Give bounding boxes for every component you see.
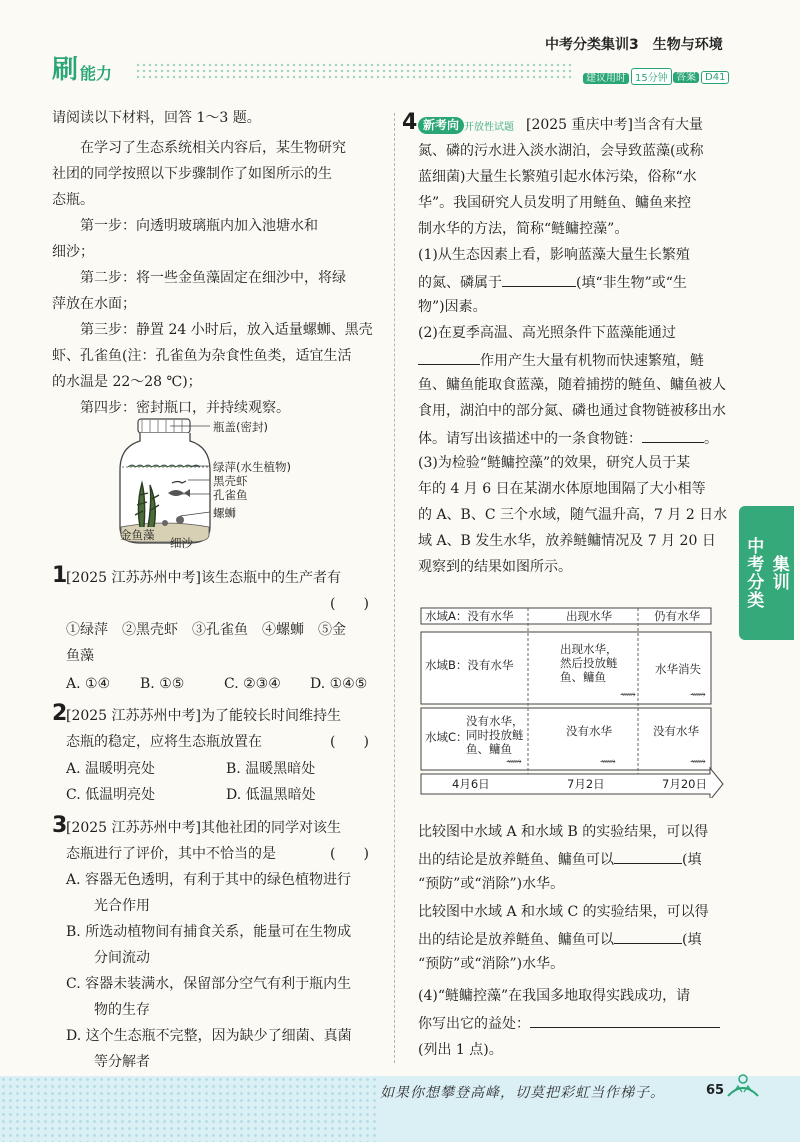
row-c-end: 没有水华 [653,724,699,738]
part-3: 观察到的结果如图所示。 [418,559,572,575]
question-number: 2 [52,701,68,726]
chapter-title: 中考分类集训3 生物与环境 [545,37,723,53]
date-label: 7月2日 [567,777,605,791]
question-number: 1 [52,563,68,588]
footer-decoration-icon [726,1070,760,1100]
answer-value: D41 [701,71,729,84]
answer-ref [673,68,729,84]
question-stem: 制水华的方法，简称“鲢鳙控藻”。 [418,221,629,237]
choice-b-cont: 分间流动 [66,950,150,966]
answer-paren: ( ) [330,846,369,862]
choice-c[interactable]: C. 容器未装满水，保留部分空气有利于瓶内生 [66,976,352,992]
row-b-mid: 出现水华， [560,642,618,656]
part-3 [418,928,701,950]
part-3: 域 A、B 发生水华，放养鲢鳙情况及 7 月 20 日 [418,533,716,549]
row-b-end: 水华消失 [655,662,701,676]
row-c-start: 水域C： [425,730,468,744]
part-4-text: 你写出它的益处： [418,1016,530,1032]
choice-c[interactable]: C. ②③④ [224,676,281,692]
intro-line: 在学习了生态系统相关内容后，某生物研究 [52,140,346,156]
part-1 [418,271,687,293]
part-3: “预防”或“消除”)水华。 [418,956,565,972]
new-trend-badge [418,115,516,134]
choice-b[interactable]: B. 所选动植物间有捕食关系，能量可在生物成 [66,924,352,940]
answer-label: 答案 [673,72,699,83]
question-stem: 华”。我国研究人员发明了用鲢鱼、鳙鱼来控 [418,195,692,211]
row-c-start: 鱼、鳙鱼 [466,742,512,756]
page-number: 65 [706,1083,725,1098]
answer-paren: ( ) [330,734,369,750]
answer-blank[interactable] [418,349,480,365]
label-sand: 细沙 [170,536,193,550]
intro-line: 社团的同学按照以下步骤制作了如图所示的生 [52,166,332,182]
question-stem: [2025 江苏苏州中考]为了能较长时间维持生 [66,708,342,724]
choice-d[interactable]: D. ①④⑤ [310,676,368,692]
part-3: 年的 4 月 6 日在某湖水体原地围隔了大小相等 [418,481,706,497]
part-3: 比较图中水域 A 和水域 C 的实验结果，可以得 [418,904,709,920]
intro-line: 态瓶。 [52,192,94,208]
question-stem: [2025 重庆中考]当含有大量 [526,117,704,133]
answer-blank[interactable] [502,271,576,287]
part-2 [418,349,704,371]
part-2-text: 。 [704,431,718,447]
row-c-start: 同时投放鲢 [466,728,524,742]
header-dot-band [135,62,575,82]
badge-sub: 开放性试题 [464,122,515,133]
label-snail: 螺蛳 [213,506,236,520]
figure-leader-lines [170,420,215,530]
intro-line: 第二步：将一些金鱼藻固定在细沙中，将绿 [52,270,346,286]
part-1: 物”)因素。 [418,299,487,315]
question-stem: 态瓶进行了评价，其中不恰当的是 [66,846,276,862]
row-b-start: 水域B：没有水华 [425,658,514,672]
options-line: ①绿萍 ②黑壳虾 ③孔雀鱼 ④螺蛳 ⑤金 [66,622,346,638]
footer-dot-pattern [0,1076,380,1142]
choice-d[interactable]: D. 低温黑暗处 [226,787,316,803]
part-4 [418,1012,720,1034]
footer-motto: 如果你想攀登高峰，切莫把彩虹当作梯子。 [380,1085,665,1101]
intro-line: 请阅读以下材料，回答 1～3 题。 [52,110,261,126]
part-4: (列出 1 点)。 [418,1042,503,1058]
fish-icon: ⟿ [690,688,706,701]
label-shrimp: 黑壳虾 [213,474,248,488]
answer-blank[interactable] [530,1012,720,1028]
row-b-mid: 然后投放鲢 [560,656,618,670]
experiment-diagram [420,606,725,798]
choice-a[interactable]: A. ①④ [66,676,111,692]
time-label: 建议用时 [583,73,629,84]
question-stem: [2025 江苏苏州中考]该生态瓶中的生产者有 [66,570,342,586]
column-divider [394,113,395,1063]
part-2-text: 作用产生大量有机物而快速繁殖，鲢 [480,353,704,369]
question-stem: 态瓶的稳定，应将生态瓶放置在 [66,734,262,750]
choice-b[interactable]: B. ①⑤ [140,676,185,692]
label-duckweed: 绿萍(水生植物) [213,460,291,474]
part-2: 鱼、鳙鱼能取食蓝藻，随着捕捞的鲢鱼、鳙鱼被人 [418,377,726,393]
fish-icon: ⟿ [620,688,636,701]
row-c-mid: 没有水华 [566,724,612,738]
part-3-text: 出的结论是放养鲢鱼、鳙鱼可以 [418,932,614,948]
fish-icon: ⟿ [506,755,522,768]
part-2-text: 体。请写出该描述中的一条食物链： [418,431,642,447]
label-cap: 瓶盖(密封) [213,420,268,434]
row-a-start: 水域A：没有水华 [425,609,514,623]
part-2: (2)在夏季高温、高光照条件下蓝藻能通过 [418,325,676,341]
part-3-text: (填 [682,852,702,868]
choice-d-cont: 等分解者 [66,1054,150,1070]
time-value: 15分钟 [631,68,672,85]
row-c-start: 没有水华， [466,714,524,728]
intro-line: 第四步：密封瓶口，并持续观察。 [52,400,290,416]
intro-line: 细沙； [52,244,94,260]
options-line: 鱼藻 [66,648,94,664]
question-stem: 蓝细菌)大量生长繁殖引起水体污染，俗称“水 [418,169,697,185]
part-1-text: 的氮、磷属于 [418,275,502,291]
part-2 [418,427,718,449]
answer-paren: ( ) [330,596,369,612]
part-3-text: 出的结论是放养鲢鱼、鳙鱼可以 [418,852,614,868]
brand-logo [52,57,112,83]
choice-a[interactable]: A. 容器无色透明，有利于其中的绿色植物进行 [66,872,352,888]
side-tab-text: 中考分类 [743,537,764,609]
label-hornwort: 金鱼藻 [120,528,155,542]
intro-line: 虾、孔雀鱼(注：孔雀鱼为杂食性鱼类，适宜生活 [52,348,352,364]
fish-icon: ⟿ [690,755,706,768]
part-3: (3)为检验“鲢鳙控藻”的效果，研究人员于某 [418,455,691,471]
answer-blank[interactable] [614,848,682,864]
suggested-time [583,68,672,85]
choice-c-cont: 物的生存 [66,1002,150,1018]
row-a-end: 仍有水华 [654,609,700,623]
intro-line: 萍放在水面； [52,296,136,312]
part-3: 比较图中水域 A 和水域 B 的实验结果，可以得 [418,824,709,840]
answer-blank[interactable] [614,928,682,944]
question-number: 4 [402,110,418,135]
part-2: 食用，湖泊中的部分氮、磷也通过食物链被移出水 [418,403,726,419]
part-3: 的 A、B、C 三个水域，随气温升高，7 月 2 日水 [418,507,728,523]
date-label: 4月6日 [452,777,490,791]
part-3 [418,848,701,870]
label-guppy: 孔雀鱼 [213,488,248,502]
question-number: 3 [52,813,68,838]
intro-line: 第一步：向透明玻璃瓶内加入池塘水和 [52,218,318,234]
fish-icon: ⟿ [600,755,616,768]
choice-a[interactable]: A. 温暖明亮处 [66,761,156,777]
choice-b[interactable]: B. 温暖黑暗处 [226,761,316,777]
row-a-mid: 出现水华 [566,609,612,623]
row-b-mid: 鱼、鳙鱼 [560,670,606,684]
intro-line: 第三步：静置 24 小时后，放入适量螺蛳、黑壳 [52,322,373,338]
date-label: 7月20日 [662,777,707,791]
intro-line: 的水温是 22～28 ℃)； [52,374,202,390]
side-chapter-tab[interactable] [739,506,794,640]
part-3: “预防”或“消除”)水华。 [418,876,565,892]
part-3-text: (填 [682,932,702,948]
choice-d[interactable]: D. 这个生态瓶不完整，因为缺少了细菌、真菌 [66,1028,352,1044]
part-1: (1)从生态因素上看，影响蓝藻大量生长繁殖 [418,247,690,263]
brand-big-char: 刷 [52,55,79,85]
brand-small-text: 能力 [80,63,113,83]
side-tab-text: 集训 [768,555,789,591]
question-stem: [2025 江苏苏州中考]其他社团的同学对该生 [66,820,342,836]
choice-a-cont: 光合作用 [66,898,150,914]
choice-c[interactable]: C. 低温明亮处 [66,787,156,803]
question-stem: 氮、磷的污水进入淡水湖泊，会导致蓝藻(或称 [418,143,704,159]
part-1-text: (填“非生物”或“生 [576,275,687,291]
part-4: (4)“鲢鳙控藻”在我国多地取得实践成功，请 [418,988,691,1004]
badge-main: 新考向 [418,117,464,134]
answer-blank[interactable] [642,427,704,443]
